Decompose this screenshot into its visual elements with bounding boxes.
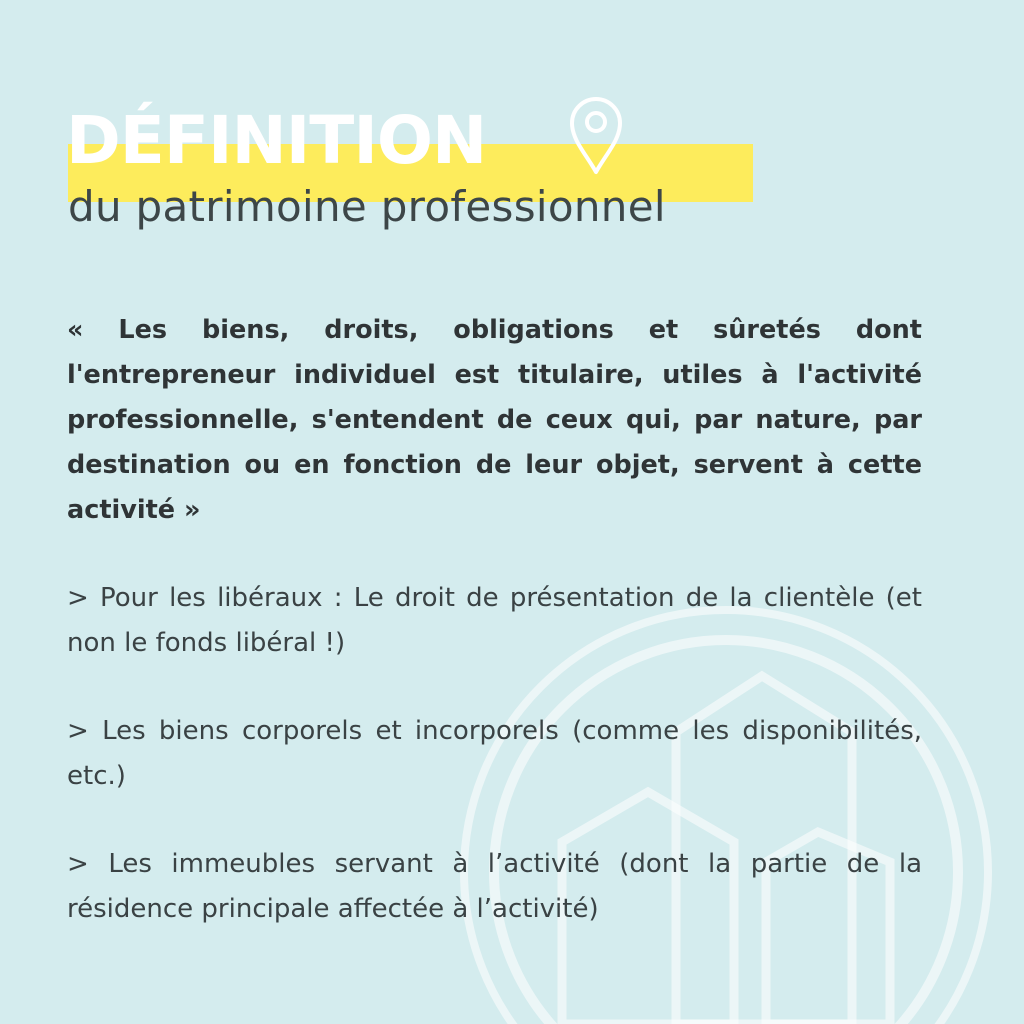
definition-content [67,308,922,932]
list-item: > Les immeubles servant à l’activité (dont la partie de la résidence principale affectée à l’activité) [67,849,922,924]
page-title: DÉFINITION [66,102,487,179]
list-item: > Les biens corporels et incorporels (comme les disponibilités, etc.) [67,716,922,791]
definition-quote: « Les biens, droits, obligations et sûretés dont l'entrepreneur individuel est titulaire, utiles à l'activité professionnelle, s'entendent de ceux qui, par nature, par destination ou en fonction de leur objet, servent à cette activité » [67,315,922,525]
list-item: > Pour les libéraux : Le droit de présentation de la clientèle (et non le fonds libéral !) [67,583,922,658]
location-pin-icon [566,92,626,176]
page-subtitle: du patrimoine professionnel [68,182,666,231]
